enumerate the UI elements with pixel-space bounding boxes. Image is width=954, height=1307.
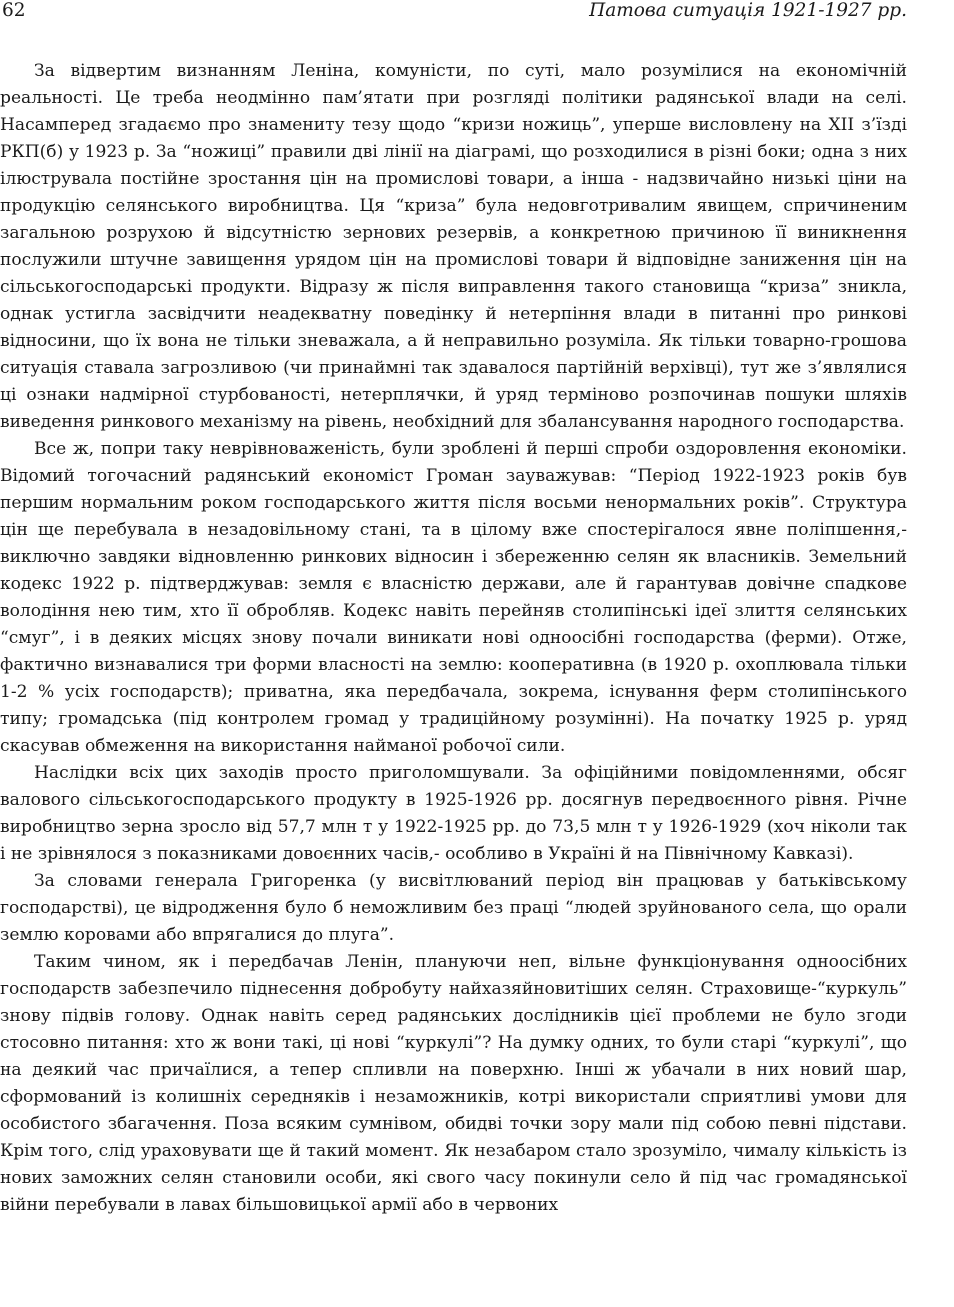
chapter-title: Патова ситуація 1921-1927 рр.: [589, 0, 907, 21]
paragraph-economy-recovery: Все ж, попри таку неврівноваженість, були зроблені й перші спроби оздоровлення економіки. Відомий тогочасний радянський економіст Громан зауважував: “Період 1922-1923 років був першим нормальним роком господарського життя після восьми ненормальних років”. Структура цін ще перебувала в незадовільному стані, та в цілому вже спостерігалося явне поліпшення,- виключно завдяки відновленню ринкових відносин і збереженню селян як власників. Земельний кодекс 1922 р. підтверджував: земля є власністю держави, але й гарантував довічне спадкове володіння нею тим, хто її обробляв. Кодекс навіть перейняв столипінські ідеї злиття селянських “смуг”, і в деяких місцях знову почали виникати нові одноосібні господарства (ферми). Отже, фактично визнавалися три форми власності на землю: кооперативна (в 1920 р. охоплювала тільки 1-2 % усіх господарств); приватна, яка передбачала, зокрема, існування ферм столипінського типу; громадська (під контролем громад у традиційному розумінні). На початку 1925 р. уряд скасував обмеження на використання найманої робочої сили.: [0, 439, 907, 756]
paragraph-kurkul: Таким чином, як і передбачав Ленін, плануючи неп, вільне функціонування одноосібних господарств забезпечило піднесення добробуту найхазяйновитіших селян. Страховище-“куркуль” знову підвів голову. Однак навіть серед радянських дослідників цієї проблеми не було згоди стосовно питання: хто ж вони такі, ці нові “куркулі”? На думку одних, то були старі “куркулі”, що на деякий час причаїлися, а тепер спливли на поверхню. Інші ж убачали в них новий шар, сформований із колишніх середняків і незаможників, котрі використали сприятливі умови для особистого збагачення. Поза всяким сумнівом, обидві точки зору мали під собою певні підстави. Крім того, слід ураховувати ще й такий момент. Як незабаром стало зрозуміло, чималу кількість із нових заможних селян становили особи, які свого часу покинули село й під час громадянської війни перебували в лавах більшовицької армії або в червоних: [0, 952, 907, 1215]
paragraph-grigorenko: За словами генерала Григоренка (у висвітлюваний період він працював у батьківському господарстві), це відродження було б неможливим без праці “людей зруйнованого села, що орали землю коровами або впрягалися до плуга”.: [0, 871, 907, 945]
paragraph-results: Наслідки всіх цих заходів просто приголомшували. За офіційними повідомленнями, обсяг валового сільськогосподарського продукту в 1925-1926 рр. досягнув передвоєнного рівня. Річне виробництво зерна зросло від 57,7 млн т у 1922-1925 рр. до 73,5 млн т у 1926-1929 (хоч ніколи так і не зрівнялося з показниками довоєнних часів,- особливо в Україні й на Північному Кавказі).: [0, 763, 907, 864]
page-number: 62: [2, 0, 26, 21]
paragraph-lenin-market: За відвертим визнанням Леніна, комуністи, по суті, мало розумілися на економічній реальності. Це треба неодмінно пам’ятати при розгляді політики радянської влади на селі. Насамперед згадаємо про знамениту тезу щодо “кризи ножиць”, уперше висловлену на XII з’їзді РКП(б) у 1923 р. За “ножиці” правили дві лінії на діаграмі, що розходилися в різні боки; одна з них ілюструвала постійне зростання цін на промислові товари, а інша - надзвичайно низькі ціни на продукцію селянського виробництва. Ця “криза” була недовготривалим явищем, спричиненим загальною розрухою й відсутністю зернових резервів, а конкретною причиною її виникнення послужили штучне завищення урядом цін на промислові товари й відповідне заниження цін на сільськогосподарські продукти. Відразу ж після виправлення такого становища “криза” зникла, однак устигла засвідчити неадекватну поведінку й нетерпіння влади в питанні про ринкові відносини, що їх вона не тільки зневажала, а й неправильно розуміла. Як тільки товарно-грошова ситуація ставала загрозливою (чи принаймні так здавалося партійній верхівці), тут же з’являлися ці ознаки надмірної стурбованості, нетерплячки, й уряд терміново розпочинав пошуки шляхів виведення ринкового механізму на рівень, необхідний для збалансування народного господарства.: [0, 61, 907, 432]
running-header: [2, 0, 907, 24]
body-text: [0, 58, 907, 1219]
